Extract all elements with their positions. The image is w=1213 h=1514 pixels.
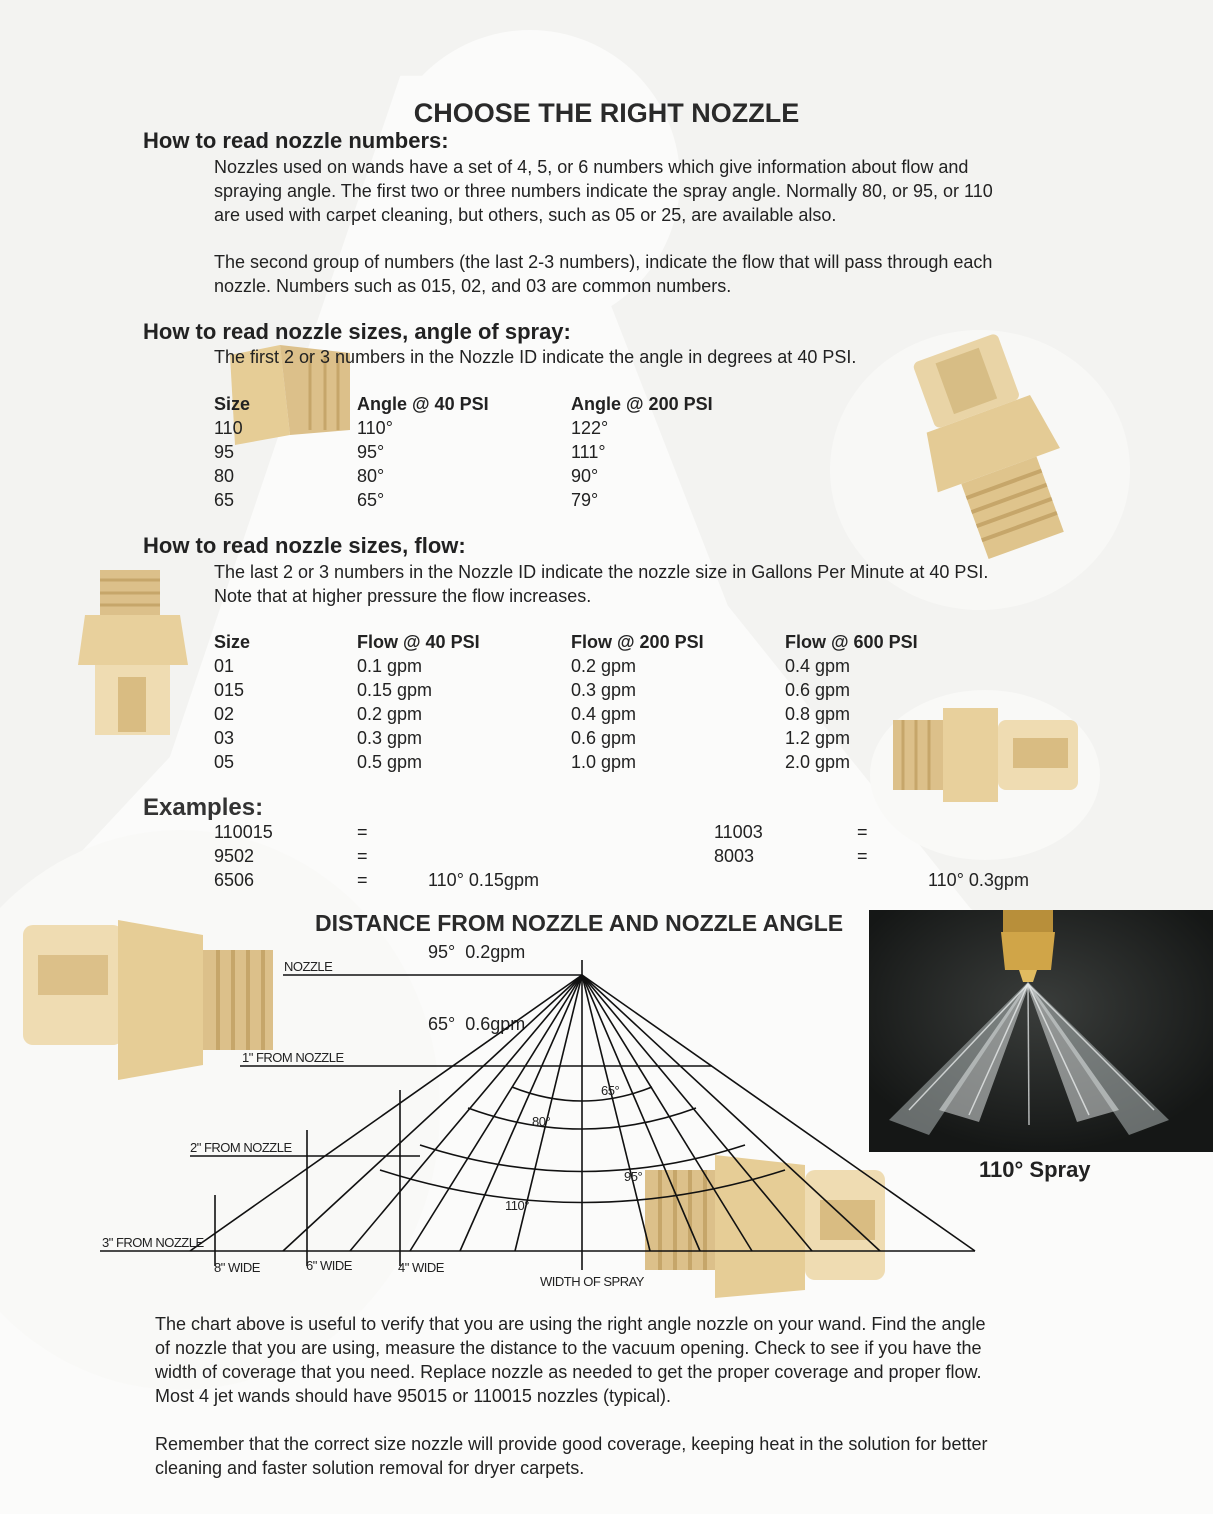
flow-intro xyxy=(214,560,988,608)
paragraph-nozzle-numbers xyxy=(214,155,993,227)
table-cell: 65 xyxy=(214,490,235,510)
table-cell: 95° xyxy=(357,442,385,462)
table-header: Size xyxy=(214,632,251,652)
spray-line-65-right xyxy=(582,975,752,1251)
example-equals: = xyxy=(357,870,368,890)
table-cell: 65° xyxy=(357,490,385,510)
table-cell: 0.4 gpm xyxy=(785,656,851,676)
brass-nozzle-icon xyxy=(70,565,200,745)
table-cell: 0.5 gpm xyxy=(357,752,423,772)
text-line: of nozzle that you are using, measure the distance to the vacuum opening. Check to see if you have the xyxy=(155,1338,982,1358)
spray-line-65-left xyxy=(410,975,582,1251)
text-line: cleaning and faster solution removal for dryer carpets. xyxy=(155,1458,585,1478)
table-header: Flow @ 40 PSI xyxy=(357,632,480,652)
table-cell: 0.6 gpm xyxy=(785,680,851,700)
spray-angle-diagram xyxy=(0,940,1000,1300)
section-heading-angle: How to read nozzle sizes, angle of spray: xyxy=(143,319,571,344)
text-line: The second group of numbers (the last 2-3 numbers), indicate the flow that will pass through each xyxy=(214,252,993,272)
table-cell: 03 xyxy=(214,728,235,748)
brass-nozzle-icon xyxy=(905,330,1085,560)
table-cell: 015 xyxy=(214,680,245,700)
text-line: Remember that the correct size nozzle will provide good coverage, keeping heat in the solution for better xyxy=(155,1434,988,1454)
table-cell: 0.4 gpm xyxy=(571,704,637,724)
spray-photo xyxy=(869,910,1213,1152)
table-cell: 79° xyxy=(571,490,599,510)
text-line: width of coverage that you need. Replace nozzle as needed to get the proper coverage and proper flow. xyxy=(155,1362,982,1382)
table-cell: 1.0 gpm xyxy=(571,752,637,772)
table-cell: 95 xyxy=(214,442,235,462)
table-cell: 90° xyxy=(571,466,599,486)
table-cell: 110 xyxy=(214,418,243,438)
page-title: CHOOSE THE RIGHT NOZZLE xyxy=(413,98,800,128)
label-eight-wide: 8" WIDE xyxy=(214,1260,260,1275)
example-value: 95° 0.2gpm xyxy=(428,942,526,962)
label-angle-65: 65° xyxy=(601,1083,620,1098)
table-cell: 02 xyxy=(214,704,235,724)
angle-intro: The first 2 or 3 numbers in the Nozzle ID indicate the angle in degrees at 40 PSI. xyxy=(214,347,857,367)
label-angle-110: 110° xyxy=(505,1198,529,1213)
table-header: Size xyxy=(214,394,251,414)
table-cell: 111° xyxy=(571,442,606,462)
table-header: Angle @ 200 PSI xyxy=(571,394,713,414)
example-equals: = xyxy=(857,822,868,842)
table-header: Angle @ 40 PSI xyxy=(357,394,489,414)
text-line: Most 4 jet wands should have 95015 or 110015 nozzles (typical). xyxy=(155,1386,671,1406)
table-cell: 01 xyxy=(214,656,235,676)
example-value: 110° 0.3gpm xyxy=(928,870,1029,890)
table-cell: 110° xyxy=(357,418,393,438)
table-cell: 0.3 gpm xyxy=(357,728,423,748)
examples-heading: Examples: xyxy=(143,794,264,821)
label-angle-95: 95° xyxy=(624,1169,643,1184)
table-cell: 0.8 gpm xyxy=(785,704,851,724)
table-cell: 80° xyxy=(357,466,385,486)
text-line: Note that at higher pressure the flow increases. xyxy=(214,586,592,606)
photo-caption: 110° Spray xyxy=(979,1157,1091,1182)
example-code: 110015 xyxy=(214,822,273,842)
example-equals: = xyxy=(357,822,368,842)
table-cell: 1.2 gpm xyxy=(785,728,851,748)
table-cell: 2.0 gpm xyxy=(785,752,851,772)
example-code: 11003 xyxy=(714,822,763,842)
table-cell: 0.3 gpm xyxy=(571,680,637,700)
flow-table xyxy=(214,630,974,775)
diagram-heading: DISTANCE FROM NOZZLE AND NOZZLE ANGLE xyxy=(315,910,844,936)
table-cell: 0.6 gpm xyxy=(571,728,637,748)
section-heading-flow: How to read nozzle sizes, flow: xyxy=(143,533,466,558)
text-line: are used with carpet cleaning, but others, such as 05 or 25, are available also. xyxy=(214,205,837,225)
spray-line-95-right xyxy=(582,975,880,1251)
closing-paragraph-1 xyxy=(155,1312,986,1408)
table-cell: 0.2 gpm xyxy=(357,704,423,724)
label-one-inch: 1" FROM NOZZLE xyxy=(242,1050,344,1065)
example-code: 6506 xyxy=(214,870,255,890)
label-nozzle: NOZZLE xyxy=(284,959,333,974)
table-cell: 0.15 gpm xyxy=(357,680,433,700)
label-two-inch: 2" FROM NOZZLE xyxy=(190,1140,292,1155)
section-heading-nozzle-numbers: How to read nozzle numbers: xyxy=(143,128,449,153)
example-equals: = xyxy=(857,846,868,866)
label-angle-80: 80° xyxy=(532,1114,551,1129)
example-value: 65° 0.6gpm xyxy=(428,1014,526,1034)
table-header: Flow @ 600 PSI xyxy=(785,632,918,652)
text-line: spraying angle. The first two or three numbers indicate the spray angle. Normally 80, or 95, or 110 xyxy=(214,181,993,201)
label-three-inch: 3" FROM NOZZLE xyxy=(102,1235,204,1250)
example-code: 9502 xyxy=(214,846,255,866)
label-width-of-spray: WIDTH OF SPRAY xyxy=(540,1274,644,1289)
angle-table xyxy=(214,392,814,512)
paragraph-flow-numbers xyxy=(214,250,992,298)
spray-line-95-left xyxy=(283,975,582,1251)
text-line: nozzle. Numbers such as 015, 02, and 03 are common numbers. xyxy=(214,276,732,296)
table-cell: 0.2 gpm xyxy=(571,656,637,676)
label-six-wide: 6" WIDE xyxy=(306,1258,352,1273)
text-line: The chart above is useful to verify that you are using the right angle nozzle on your wand. Find the angle xyxy=(155,1314,986,1334)
table-cell: 05 xyxy=(214,752,235,772)
table-cell: 122° xyxy=(571,418,609,438)
text-line: Nozzles used on wands have a set of 4, 5, or 6 numbers which give information about flow and xyxy=(214,157,969,177)
label-four-wide: 4" WIDE xyxy=(398,1260,444,1275)
closing-paragraph-2 xyxy=(155,1432,987,1480)
table-header: Flow @ 200 PSI xyxy=(571,632,704,652)
table-cell: 80 xyxy=(214,466,235,486)
spray-photo-image xyxy=(869,910,1213,1152)
example-code: 8003 xyxy=(714,846,755,866)
text-line: The last 2 or 3 numbers in the Nozzle ID indicate the nozzle size in Gallons Per Minute at 40 PSI. xyxy=(214,562,989,582)
table-cell: 0.1 gpm xyxy=(357,656,423,676)
example-equals: = xyxy=(357,846,368,866)
example-value: 110° 0.15gpm xyxy=(428,870,539,890)
